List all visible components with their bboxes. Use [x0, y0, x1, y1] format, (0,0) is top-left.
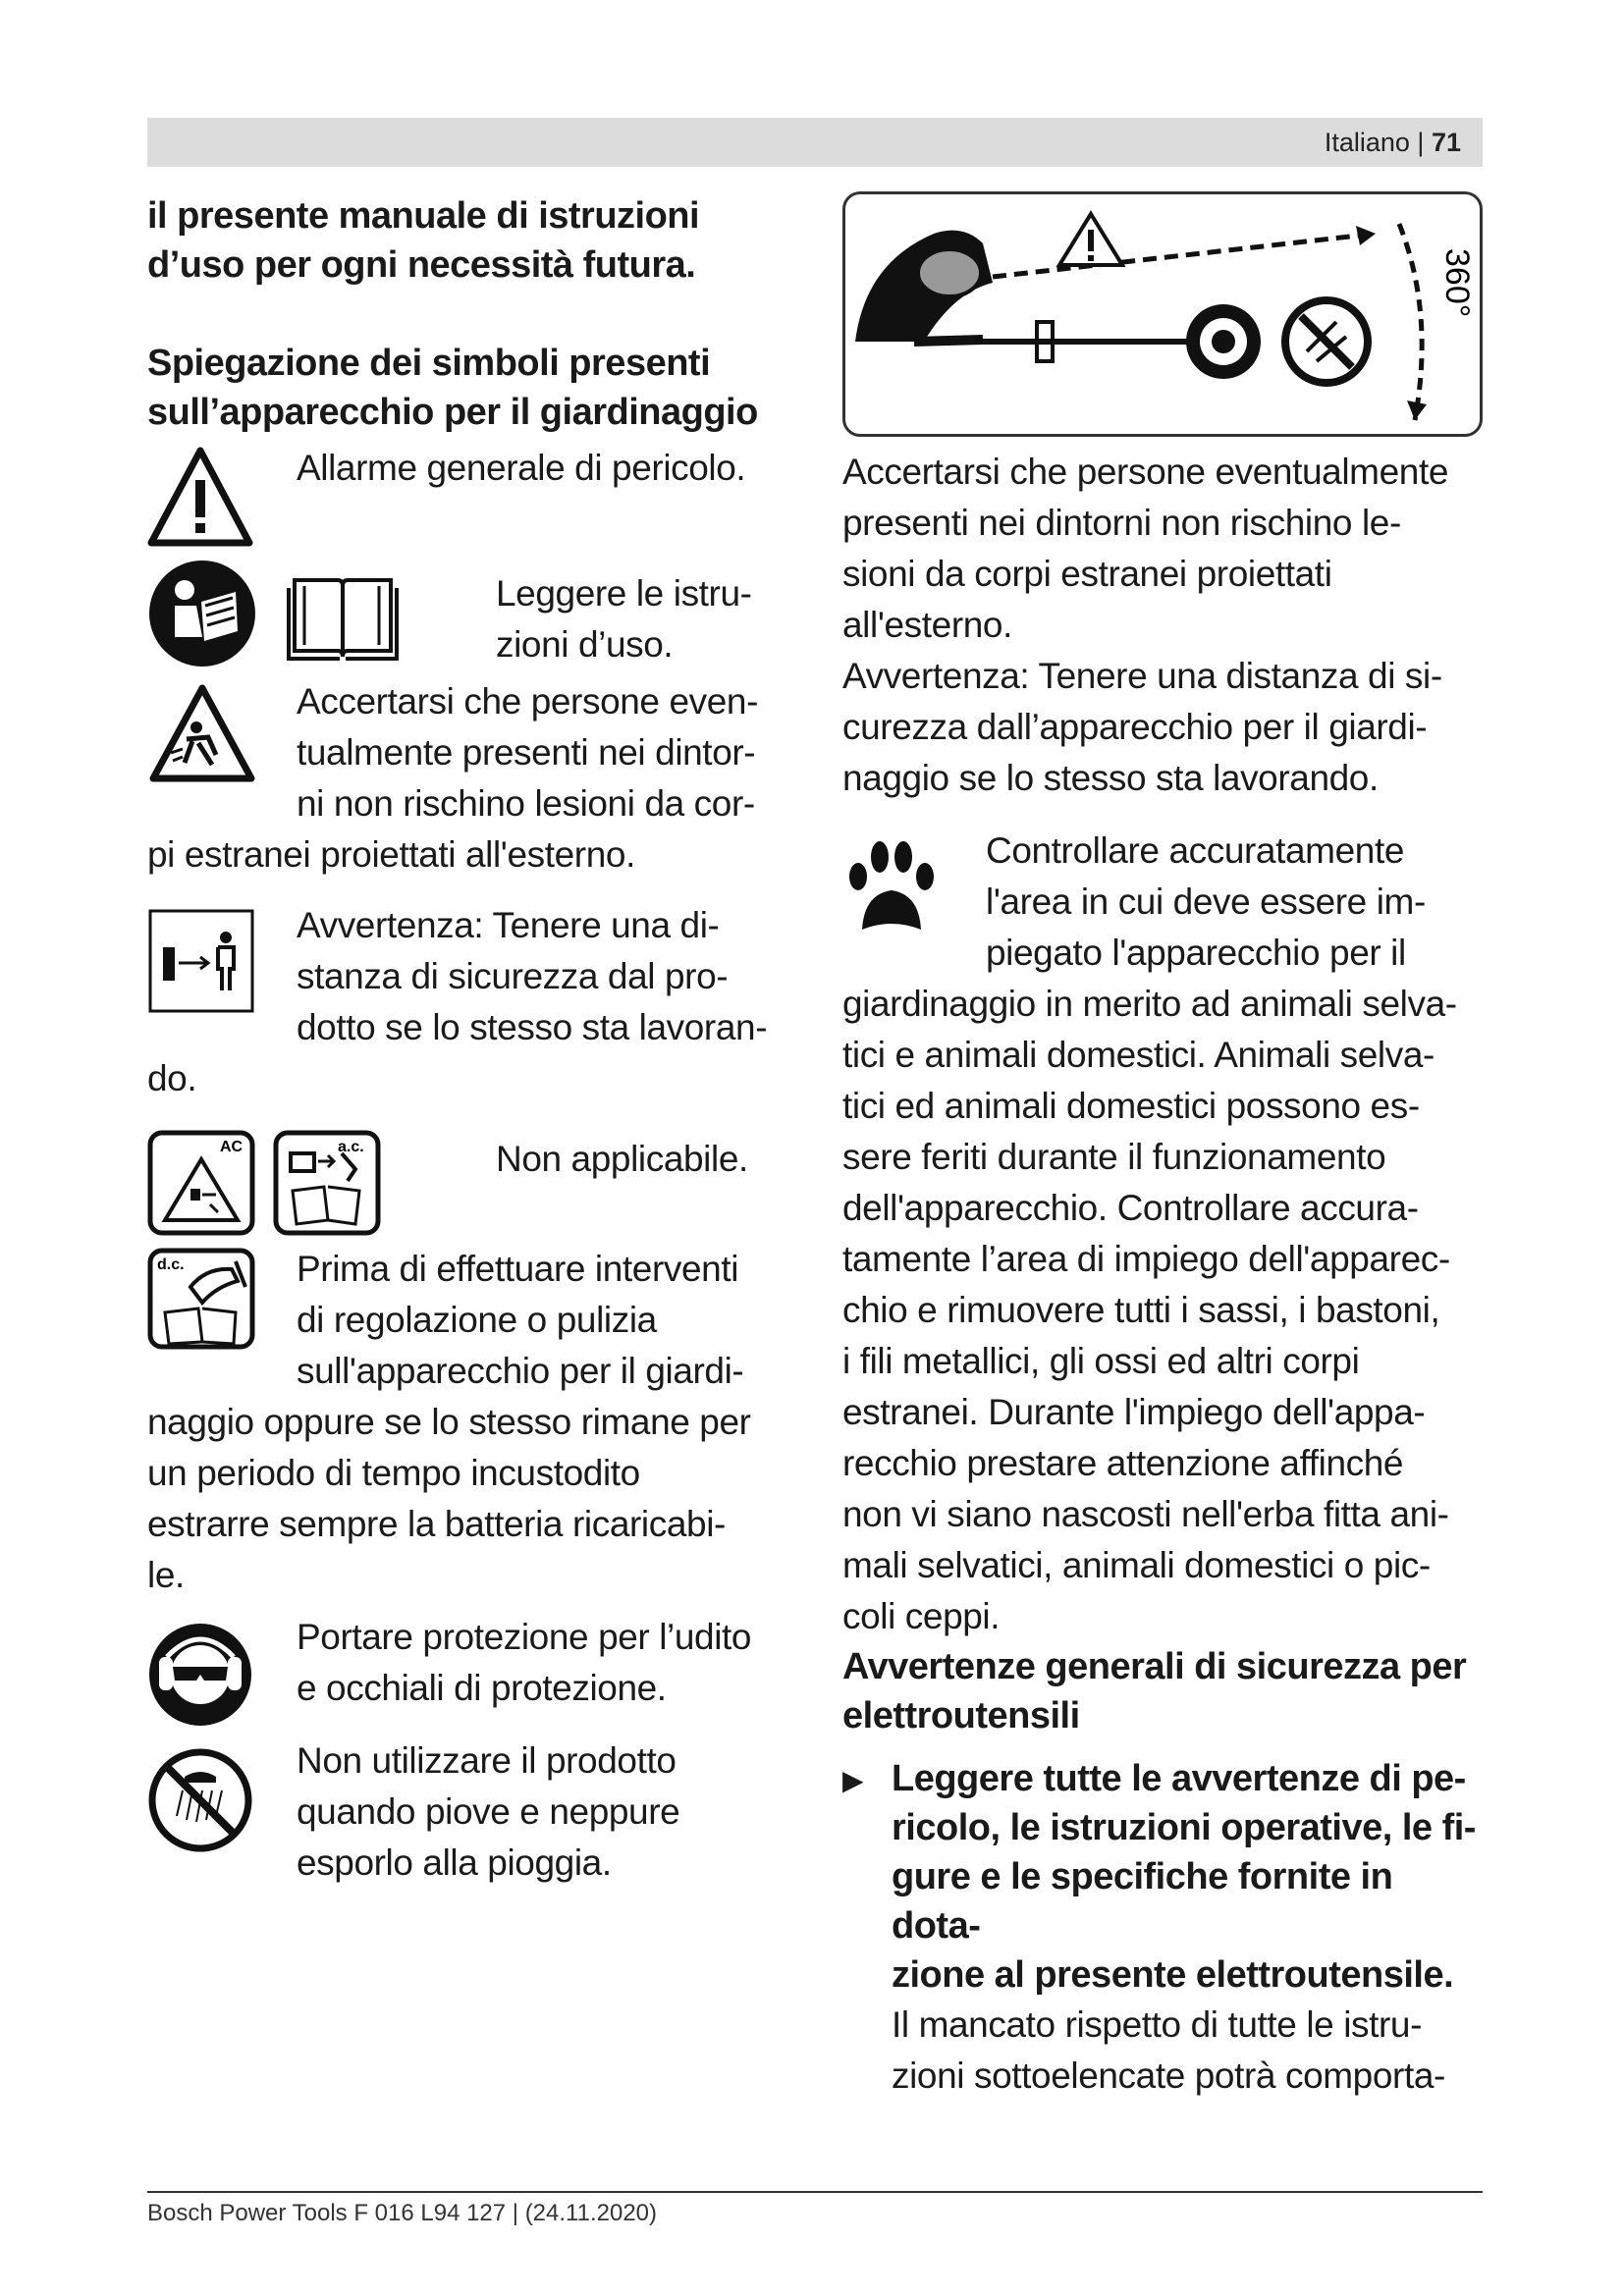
ear-eye-protection-icon	[147, 1622, 253, 1728]
page-number: 71	[1431, 128, 1461, 157]
bystanders-line: Accertarsi che persone even-	[297, 681, 759, 721]
right-bystanders-line: Accertarsi che persone eventualmente	[842, 452, 1449, 492]
remove-battery-text	[147, 1244, 795, 1601]
operator-hand-shape	[914, 340, 983, 342]
distance-line: dotto se lo stesso sta lavoran-	[297, 1007, 768, 1047]
left-column	[147, 191, 785, 1893]
remove-battery-line: un periodo di tempo incustodito	[147, 1453, 640, 1493]
animals-line: mali selvatici, animali domestici o pic-	[842, 1545, 1431, 1585]
animals-line: estranei. Durante l'impiego dell'appa-	[842, 1392, 1426, 1432]
right-column	[842, 447, 1486, 2102]
animals-line: l'area in cui deve essere im-	[986, 881, 1426, 922]
bullet-bold-line: zione al presente elettroutensile.	[892, 1954, 1454, 1996]
animals-line: recchio prestare attenzione affinché	[842, 1443, 1404, 1483]
symbol-not-applicable	[147, 1126, 785, 1244]
right-distance-line: naggio se lo stesso sta lavorando.	[842, 758, 1379, 798]
footer-text: Bosch Power Tools F 016 L94 127 | (24.11.2020)	[147, 2200, 658, 2226]
bullet-bold-line: ricolo, le istruzioni operative, le fi-	[892, 1807, 1476, 1848]
animals-line: tamente l’area di impiego dell'apparec-	[842, 1239, 1450, 1279]
header-page-label	[1325, 128, 1461, 158]
intro-text	[147, 191, 785, 290]
protection-line: e occhiali di protezione.	[297, 1668, 667, 1708]
right-bystanders-line: all'esterno.	[842, 605, 1012, 645]
remove-battery-line: estrarre sempre la batteria ricaricabi-	[147, 1504, 726, 1544]
animals-line: giardinaggio in merito ad animali selva-	[842, 984, 1457, 1024]
bullet-bold-text	[892, 1754, 1486, 2000]
protection-line: Portare protezione per l’udito	[297, 1617, 752, 1657]
no-rain-icon	[147, 1747, 253, 1853]
rain-line: esporlo alla pioggia.	[297, 1842, 612, 1883]
bullet-body-line: zioni sottoelencate potrà comporta-	[892, 2056, 1445, 2096]
diagram-360-label: 360°	[1438, 248, 1476, 318]
animals-line: non vi siano nascosti nell'erba fitta ani-	[842, 1494, 1449, 1534]
warning-triangle-icon	[147, 445, 253, 549]
symbol-distance	[147, 900, 785, 1126]
animals-line: tici e animali domestici. Animali selva-	[842, 1035, 1435, 1075]
charger-manual-icon	[273, 1130, 381, 1236]
animals-line: i fili metallici, gli ossi ed altri corpi	[842, 1341, 1360, 1381]
header-bar	[147, 118, 1483, 167]
bullet-body-text	[892, 2000, 1486, 2102]
symbol-remove-battery	[147, 1244, 785, 1612]
animals-text	[842, 826, 1490, 1642]
bystanders-line: ni non rischino lesioni da cor-	[297, 783, 755, 824]
protection-text	[297, 1612, 751, 1714]
footer-divider	[147, 2191, 1483, 2193]
animals-line: coli ceppi.	[842, 1596, 1001, 1636]
intro-line: il presente manuale di istruzioni	[147, 195, 700, 237]
remove-battery-line: di regolazione o pulizia	[297, 1300, 657, 1340]
animals-line: sere feriti durante il funzionamento	[842, 1137, 1386, 1177]
operator-head-shape	[918, 249, 981, 296]
right-bystanders-line: presenti nei dintorni non rischino le-	[842, 503, 1401, 543]
animals-line: dell'apparecchio. Controllare accura-	[842, 1188, 1419, 1228]
general-safety-title-line: Avvertenze generali di sicurezza per	[842, 1646, 1467, 1687]
remove-battery-line: naggio oppure se lo stesso rimane per	[147, 1402, 751, 1442]
intro-line: d’uso per ogni necessità futura.	[147, 244, 696, 286]
bullet-body-line: Il mancato rispetto di tutte le istru-	[892, 2004, 1423, 2045]
bystanders-line: tualmente presenti nei dintor-	[297, 732, 756, 773]
ac-charger-icon	[147, 1130, 255, 1236]
bystander-distance-diagram	[842, 191, 1483, 437]
book-icon	[285, 566, 401, 665]
acdc-label: a.c.	[338, 1139, 364, 1155]
ac-label: AC	[220, 1139, 244, 1155]
right-distance-line: Avvertenza: Tenere una distanza di si-	[842, 656, 1442, 696]
read-manual-line: zioni d’uso.	[496, 624, 674, 665]
bystanders-line: pi estranei proiettati all'esterno.	[147, 834, 635, 875]
right-distance-line: curezza dall’apparecchio per il giardi-	[842, 707, 1428, 747]
read-manual-text	[496, 568, 752, 670]
bullet-triangle-icon: ▶	[842, 1765, 864, 1795]
remove-battery-line: le.	[147, 1555, 185, 1595]
distance-line: Avvertenza: Tenere una di-	[297, 905, 720, 945]
distance-line: do.	[147, 1058, 197, 1098]
animals-line: chio e rimuovere tutti i sassi, i bastoni,	[842, 1290, 1440, 1330]
read-manual-line: Leggere le istru-	[496, 573, 752, 614]
header-separator: |	[1409, 128, 1432, 157]
symbol-animals	[842, 826, 1486, 1642]
symbol-read-manual	[147, 559, 785, 676]
general-safety-title-line: elettroutensili	[842, 1695, 1080, 1736]
section-title-line: Spiegazione dei simboli presenti	[147, 343, 711, 384]
right-bystanders-text	[842, 447, 1486, 651]
distance-text	[147, 900, 795, 1104]
symbol-bystanders	[147, 676, 785, 900]
safety-bullet	[842, 1754, 1486, 2102]
general-danger-text: Allarme generale di pericolo.	[297, 448, 746, 488]
right-distance-text	[842, 651, 1486, 804]
symbol-general-danger	[147, 443, 785, 559]
symbol-rain	[147, 1735, 785, 1893]
remove-battery-line: Prima di effettuare interventi	[297, 1249, 739, 1289]
general-safety-title	[842, 1642, 1486, 1740]
section-title-line: sull’apparecchio per il giardinaggio	[147, 392, 758, 433]
symbol-protection	[147, 1612, 785, 1735]
animals-line: piegato l'apparecchio per il	[986, 933, 1406, 973]
bullet-bold-line: Leggere tutte le avvertenze di pe-	[892, 1758, 1466, 1799]
bullet-bold-line: gure e le specifiche fornite in dota-	[892, 1856, 1393, 1947]
distance-arrow	[993, 234, 1376, 277]
bystanders-text	[147, 676, 795, 881]
rain-line: Non utilizzare il prodotto	[297, 1740, 677, 1781]
section-title	[147, 339, 785, 437]
not-applicable-text: Non applicabile.	[496, 1139, 748, 1179]
distance-line: stanza di sicurezza dal pro-	[297, 956, 729, 996]
rotation-arc	[1399, 224, 1422, 420]
header-language: Italiano	[1324, 128, 1410, 157]
rain-line: quando piove e neppure	[297, 1791, 680, 1832]
rain-text	[297, 1735, 679, 1889]
remove-battery-line: sull'apparecchio per il giardi-	[297, 1351, 744, 1391]
dc-label: d.c.	[157, 1256, 185, 1273]
animals-line: tici ed animali domestici possono es-	[842, 1086, 1420, 1126]
right-bystanders-line: sioni da corpi estranei proiettati	[842, 554, 1332, 594]
animals-line: Controllare accuratamente	[986, 830, 1404, 871]
read-manual-icon	[147, 559, 263, 668]
